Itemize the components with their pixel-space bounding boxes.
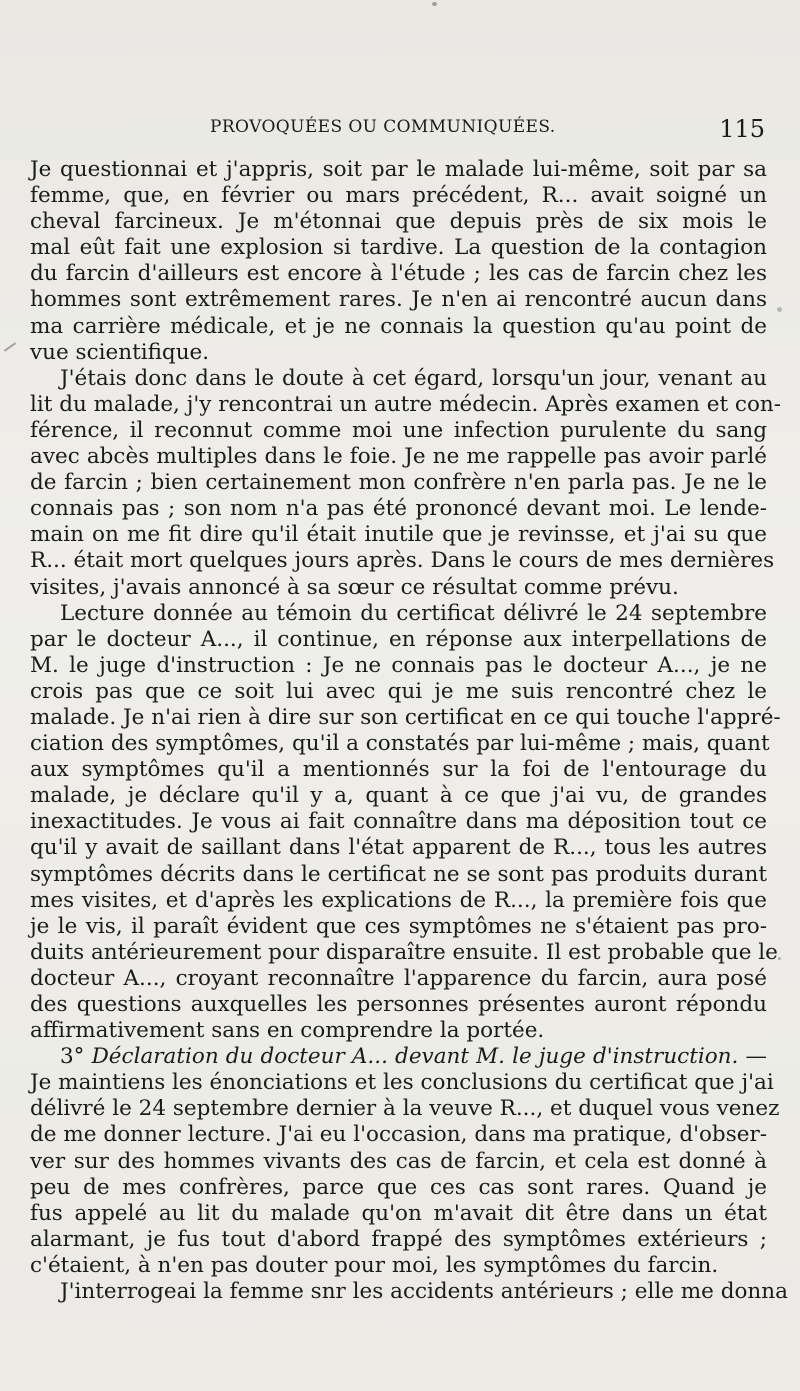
text-line: R... était mort quelques jours après. Dans le cours de mes dernières [30,548,775,574]
text-line: Je questionnai et j'appris, soit par le malade lui-même, soit par sa [30,157,767,182]
text-line: duits antérieurement pour disparaître ensuite. Il est probable que le [30,939,778,965]
section-heading-part: Déclaration du docteur A... devant M. [91,1044,513,1070]
text-line: ma carrière médicale, et je ne connais la question qu'au point de [30,313,767,339]
print-speck [778,957,781,960]
text-line: visites, j'avais annoncé à sa sœur ce résultat comme prévu. [30,574,679,600]
text-line: malade. Je n'ai rien à dire sur son certificat en ce qui touche l'appré- [30,704,781,730]
text-line: vue scientifique. [30,339,210,365]
text-line: des questions auxquelles les personnes présentes auront répondu [30,992,767,1017]
page-body-text [30,157,788,1305]
text-line: lit du malade, j'y rencontrai un autre médecin. Après examen et con- [30,391,782,417]
text-line: alarmant, je fus tout d'abord frappé des symptômes extérieurs ; [30,1226,767,1252]
text-line: fus appelé au lit du malade qu'on m'avait dit être dans un état [30,1200,767,1226]
text-line [30,1044,767,1070]
text-line: de me donner lecture. J'ai eu l'occasion, dans ma pratique, d'obser- [30,1122,767,1148]
text-line: inexactitudes. Je vous ai fait connaître dans ma déposition tout ce [30,809,767,835]
text-line: connais pas ; son nom n'a pas été prononcé devant moi. Le lende- [30,496,767,522]
text-line: Je maintiens les énonciations et les conclusions du certificat que j'ai [30,1070,774,1096]
running-header [40,115,765,145]
text-line: femme, que, en février ou mars précédent, R... avait soigné un [30,183,767,209]
text-line: symptômes décrits dans le certificat ne se sont pas produits durant [30,861,767,887]
text-line: c'étaient, à n'en pas douter pour moi, les symptômes du farcin. [30,1252,719,1278]
text-line: affirmativement sans en comprendre la portée. [30,1018,545,1044]
page-number: 115 [719,115,765,143]
print-speck [4,342,17,352]
text-line: avec abcès multiples dans le foie. Je ne me rappelle pas avoir parlé [30,444,767,470]
text-line: crois pas que ce soit lui avec qui je me suis rencontré chez le [30,678,767,704]
text-line: malade, je déclare qu'il y a, quant à ce que j'ai vu, de grandes [30,783,767,809]
print-speck [777,307,782,312]
text-line: mes visites, et d'après les explications de R..., la première fois que [30,887,767,913]
text-line: je le vis, il paraît évident que ces symptômes ne s'étaient pas pro- [30,913,767,939]
text-line: peu de mes confrères, parce que ces cas sont rares. Quand je [30,1174,767,1200]
text-line: J'interrogeai la femme snr les accidents antérieurs ; elle me donna [60,1279,788,1305]
text-line: délivré le 24 septembre dernier à la veuve R..., et duquel vous venez [30,1096,780,1122]
text-line: qu'il y avait de saillant dans l'état apparent de R..., tous les autres [30,835,767,861]
section-heading-part: le juge d'instruction. [512,1044,746,1070]
text-line: Lecture donnée au témoin du certificat délivré le 24 septembre [60,600,767,626]
text-line: ciation des symptômes, qu'il a constatés par lui-même ; mais, quant [30,731,770,757]
text-line: mal eût fait une explosion si tardive. La question de la contagion [30,235,767,261]
text-line: main on me fit dire qu'il était inutile que je revinsse, et j'ai su que [30,522,767,548]
text-line: du farcin d'ailleurs est encore à l'étude ; les cas de farcin chez les [30,261,767,287]
text-line: M. le juge d'instruction : Je ne connais pas le docteur A..., je ne [30,652,767,678]
text-line: cheval farcineux. Je m'étonnai que depuis près de six mois le [30,209,767,235]
text-line: hommes sont extrêmement rares. Je n'en ai rencontré aucun dans [30,287,767,313]
running-title: PROVOQUÉES OU COMMUNIQUÉES. [210,117,556,137]
print-speck [432,2,437,6]
section-heading-part: — [745,1044,767,1070]
text-line: aux symptômes qu'il a mentionnés sur la foi de l'entourage du [30,757,767,783]
text-line: J'étais donc dans le doute à cet égard, lorsqu'un jour, venant au [60,365,767,391]
text-line: férence, il reconnut comme moi une infection purulente du sang [30,417,767,443]
text-line: par le docteur A..., il continue, en réponse aux interpellations de [30,626,767,652]
text-line: ver sur des hommes vivants des cas de farcin, et cela est donné à [30,1148,767,1174]
text-line: de farcin ; bien certainement mon confrère n'en parla pas. Je ne le [30,470,767,496]
section-heading-part: 3° [60,1044,92,1070]
text-line: docteur A..., croyant reconnaître l'apparence du farcin, aura posé [30,965,767,991]
